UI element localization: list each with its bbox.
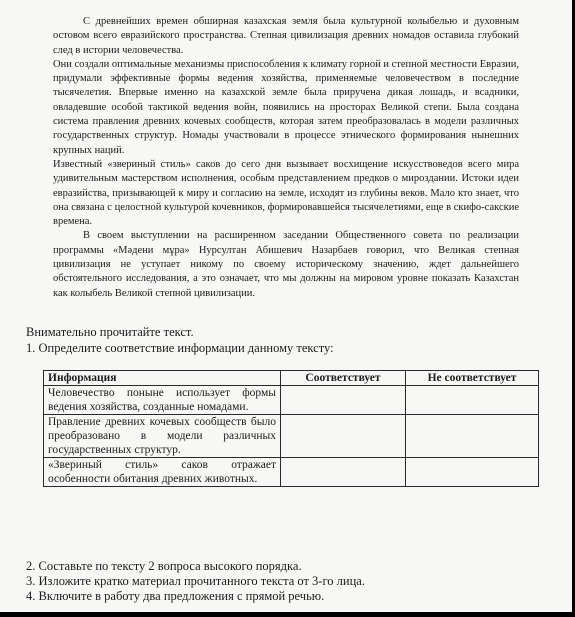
- table-row: [44, 458, 539, 487]
- passage-paragraph: В своем выступлении на расширенном заседании Общественного совета по реализации программы «Мәдени мұра» Нурсултан Абишевич Назарбаев говорил, что Великая степная цивилизация не уступает никому по своему историческому значению, ждет дальнейшего обстоятельного исследования, а это означает, что мы должны на мировом уровне показать Казахстан как колыбель Великой степной цивилизации.: [53, 230, 519, 299]
- not-corresponds-cell[interactable]: [406, 458, 539, 487]
- corresponds-cell[interactable]: [281, 458, 406, 487]
- task-4: 4. Включите в работу два предложения с прямой речью.: [26, 589, 325, 603]
- header-corresponds: Соответствует: [281, 371, 406, 386]
- not-corresponds-cell[interactable]: [406, 415, 539, 458]
- corresponds-cell[interactable]: [281, 386, 406, 415]
- header-not-corresponds: Не соответствует: [406, 371, 539, 386]
- table-row: [44, 415, 539, 458]
- table-row: [44, 386, 539, 415]
- task-list: [26, 559, 365, 604]
- statement-cell: Правление древних кочевых сообществ было преобразовано в модели различных государственных структур.: [44, 415, 281, 458]
- header-information: Информация: [44, 371, 281, 386]
- passage-paragraph: Они создали оптимальные механизмы приспособления к климату горной и степной местности Евразии, придумали эффективные формы ведения хозяйства, применяемые человечеством в последние тысячелетия. Впервые именно на казахской земле была приручена дикая лошадь, и всадники, овладевшие особой тактикой ведения войн, появились на просторах Великой степи. Была создана система правления древних кочевых сообществ, которая затем преобразовалась в модели различных государственных структур. Номады участвовали в процессе этнического формирования нынешних крупных наций.: [53, 58, 519, 156]
- table-header-row: [44, 371, 539, 386]
- task-1: 1. Определите соответствие информации данному тексту:: [26, 341, 334, 355]
- passage-paragraph: Известный «звериный стиль» саков до сего дня вызывает восхищение искусствоведов всего мира удивительным мастерством исполнения, особым представлением предков о мироздании. Истоки идеи евразийства, призывающей к миру и согласию на земле, исходят из глубины веков. Мало кто знает, что она связана с целостной культурой кочевников, формировавшейся тысячелетиями, еще в скифо-сакские времена.: [53, 158, 519, 228]
- correspondence-table: [43, 370, 539, 487]
- passage-paragraph: С древнейших времен обширная казахская земля была культурной колыбелью и духовным остовом всего евразийского пространства. Степная цивилизация древних номадов оставила глубокий след в истории человечества.: [53, 16, 519, 56]
- corresponds-cell[interactable]: [281, 415, 406, 458]
- statement-cell: «Звериный стиль» саков отражает особенности обитания древних животных.: [44, 458, 281, 487]
- reading-passage: [53, 15, 519, 301]
- task-2: 2. Составьте по тексту 2 вопроса высокого порядка.: [26, 559, 302, 573]
- not-corresponds-cell[interactable]: [406, 386, 539, 415]
- instruction-text: Внимательно прочитайте текст.: [26, 325, 194, 339]
- task-3: 3. Изложите кратко материал прочитанного текста от 3-го лица.: [26, 574, 365, 588]
- statement-cell: Человечество поныне использует формы ведения хозяйства, созданные номадами.: [44, 386, 281, 415]
